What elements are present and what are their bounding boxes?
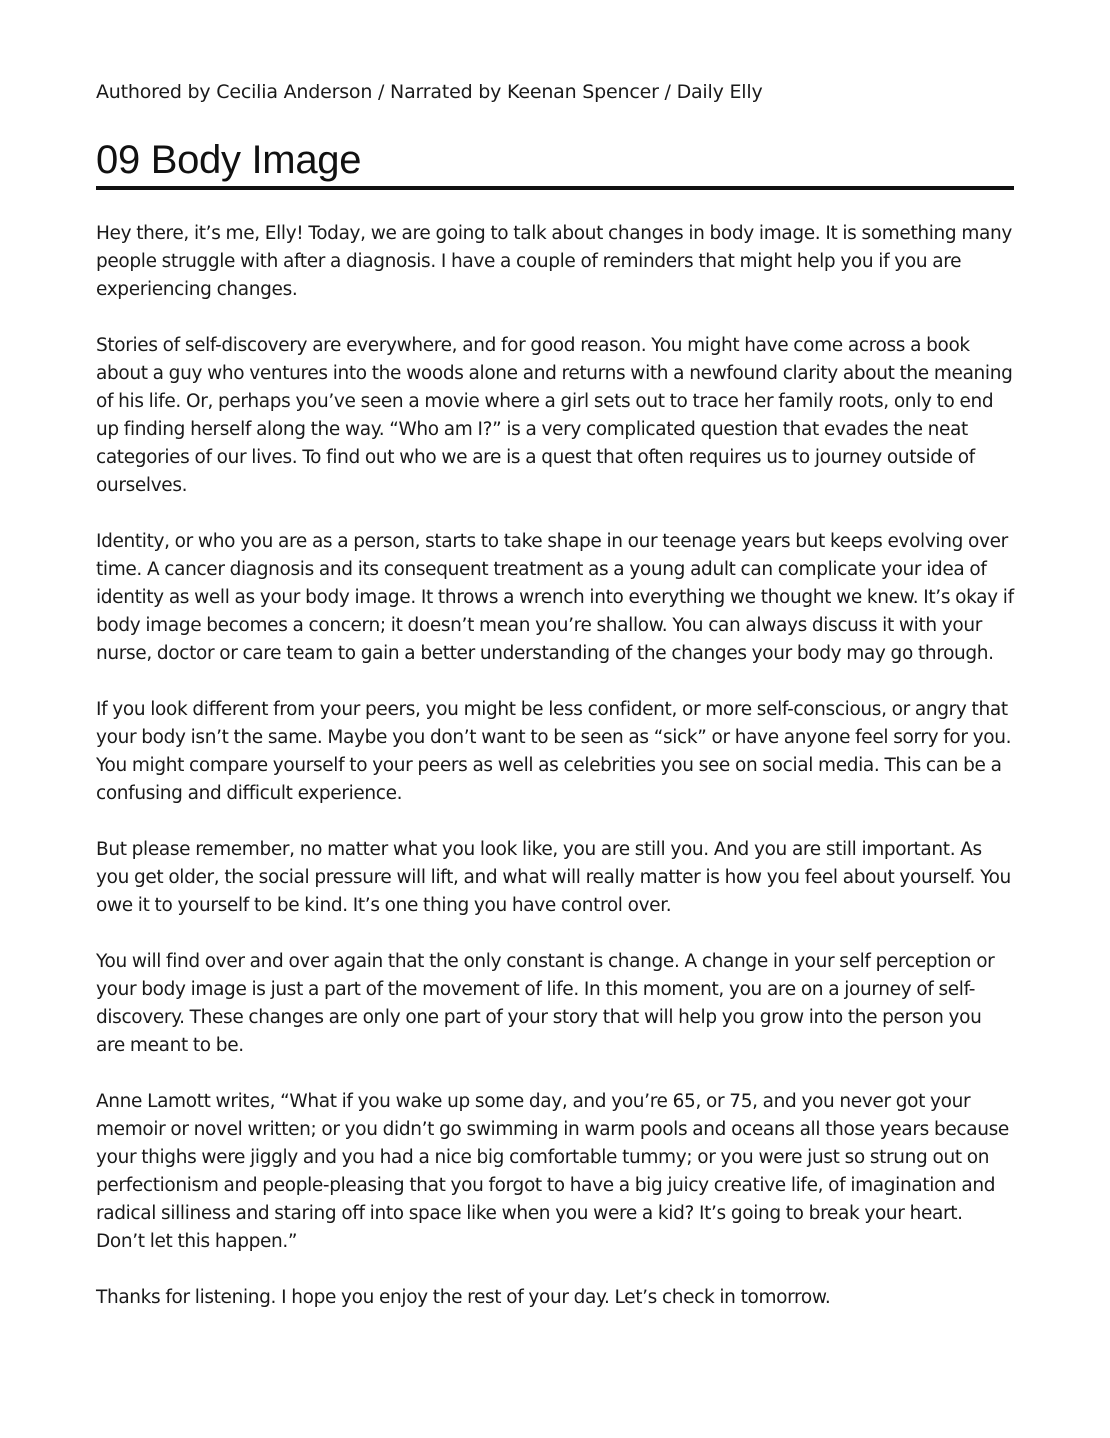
paragraph-self-discovery: Stories of self-discovery are everywhere, and for good reason. You might have come across a book about a guy who ventures into the woods alone and returns with a newfound clarity about the meaning of his life. Or, perhaps you’ve seen a movie where a girl sets out to trace her family roots, only to end up finding herself along the way. “Who am I?” is a very complicated question that evades the neat categories of our lives. To find out who we are is a quest that often requires us to journey outside of ourselves. (96, 335, 1013, 496)
paragraph-peers: If you look different from your peers, you might be less confident, or more self-conscious, or angry that your body isn’t the same. Maybe you don’t want to be seen as “sick” or have anyone feel sorry for you. You might compare yourself to your peers as well as celebrities you see on social media. This can be a confusing and difficult experience. (96, 699, 1012, 804)
title-divider (96, 186, 1014, 190)
paragraph-quote: Anne Lamott writes, “What if you wake up some day, and you’re 65, or 75, and you never got your memoir or novel written; or you didn’t go swimming in warm pools and oceans all those years because your thighs were jiggly and you had a nice big comfortable tummy; or you were just so strung out on perfectionism and people-pleasing that you forgot to have a big juicy creative life, of imagination and radical silliness and staring off into space like when you were a kid? It’s going to break your heart. Don’t let this happen.” (96, 1091, 1009, 1252)
paragraph-remember: But please remember, no matter what you look like, you are still you. And you are still important. As you get older, the social pressure will lift, and what will really matter is how you feel about yourself. You owe it to yourself to be kind. It’s one thing you have control over. (96, 839, 1011, 916)
paragraph-intro: Hey there, it’s me, Elly! Today, we are going to talk about changes in body image. It is something many people struggle with after a diagnosis. I have a couple of reminders that might help you if you are experiencing changes. (96, 223, 1012, 300)
paragraph-identity: Identity, or who you are as a person, starts to take shape in our teenage years but keeps evolving over time. A cancer diagnosis and its consequent treatment as a young adult can complicate your idea of identity as well as your body image. It throws a wrench into everything we thought we knew. It’s okay if body image becomes a concern; it doesn’t mean you’re shallow. You can always discuss it with your nurse, doctor or care team to gain a better understanding of the changes your body may go through. (96, 531, 1014, 664)
byline: Authored by Cecilia Anderson / Narrated by Keenan Spencer / Daily Elly (96, 81, 763, 103)
paragraph-change: You will find over and over again that the only constant is change. A change in your self perception or your body image is just a part of the movement of life. In this moment, you are on a journey of self-discovery. These changes are only one part of your story that will help you grow into the person you are meant to be. (96, 951, 995, 1056)
article-body (96, 220, 1014, 1340)
paragraph-closing: Thanks for listening. I hope you enjoy the rest of your day. Let’s check in tomorrow. (96, 1287, 831, 1308)
page-title: 09 Body Image (96, 138, 362, 182)
